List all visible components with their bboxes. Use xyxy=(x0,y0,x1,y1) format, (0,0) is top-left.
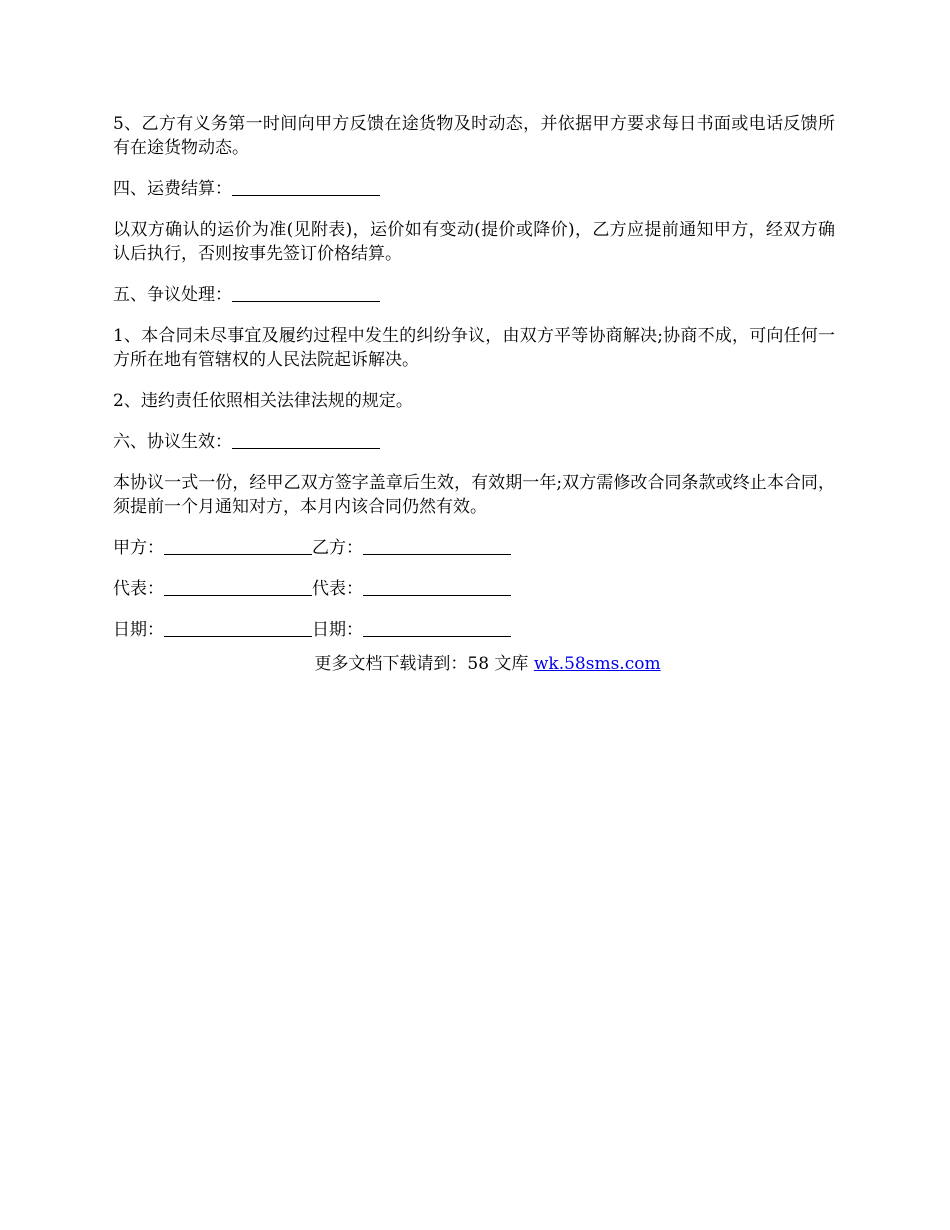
date-b-blank xyxy=(363,619,511,637)
document-body xyxy=(113,112,835,659)
effective-blank-line xyxy=(232,431,380,449)
freight-blank-line xyxy=(232,178,380,196)
rep-a-blank xyxy=(164,578,312,596)
date-b-label: 日期： xyxy=(312,620,363,640)
dispute-clause-1: 1、本合同未尽事宜及履约过程中发生的纠纷争议，由双方平等协商解决;协商不成，可向任何一方所在地有管辖权的人民法院起诉解决。 xyxy=(113,326,835,370)
section-freight-title: 四、运费结算： xyxy=(113,179,232,199)
section-effective xyxy=(113,430,835,454)
dispute-blank-line xyxy=(232,284,380,302)
rep-b-label: 代表： xyxy=(312,579,363,599)
section-dispute xyxy=(113,283,835,307)
rep-b-blank xyxy=(363,578,511,596)
section-freight-settlement xyxy=(113,177,835,201)
rep-a-label: 代表： xyxy=(113,579,164,599)
date-a-blank xyxy=(164,619,312,637)
freight-clause: 以双方确认的运价为准(见附表)，运价如有变动(提价或降价)，乙方应提前通知甲方，经双方确认后执行，否则按事先签订价格结算。 xyxy=(113,220,835,264)
section-dispute-title: 五、争议处理： xyxy=(113,285,232,305)
date-a-label: 日期： xyxy=(113,620,164,640)
footer-link[interactable]: wk.58sms.com xyxy=(533,654,661,674)
signature-row-dates xyxy=(113,618,835,642)
clause-5: 5、乙方有义务第一时间向甲方反馈在途货物及时动态，并依据甲方要求每日书面或电话反馈所有在途货物动态。 xyxy=(113,114,835,158)
party-a-blank xyxy=(164,537,312,555)
signature-row-representatives xyxy=(113,577,835,601)
signature-row-parties xyxy=(113,536,835,560)
party-b-blank xyxy=(363,537,511,555)
dispute-clause-2: 2、违约责任依照相关法律法规的规定。 xyxy=(113,391,413,411)
party-a-label: 甲方： xyxy=(113,538,164,558)
party-b-label: 乙方： xyxy=(312,538,363,558)
footer-text: 更多文档下载请到：58 文库 xyxy=(314,654,534,674)
section-effective-title: 六、协议生效： xyxy=(113,432,232,452)
footer-download-note xyxy=(0,652,950,676)
effective-clause: 本协议一式一份，经甲乙双方签字盖章后生效，有效期一年;双方需修改合同条款或终止本合同，须提前一个月通知对方，本月内该合同仍然有效。 xyxy=(113,473,835,517)
